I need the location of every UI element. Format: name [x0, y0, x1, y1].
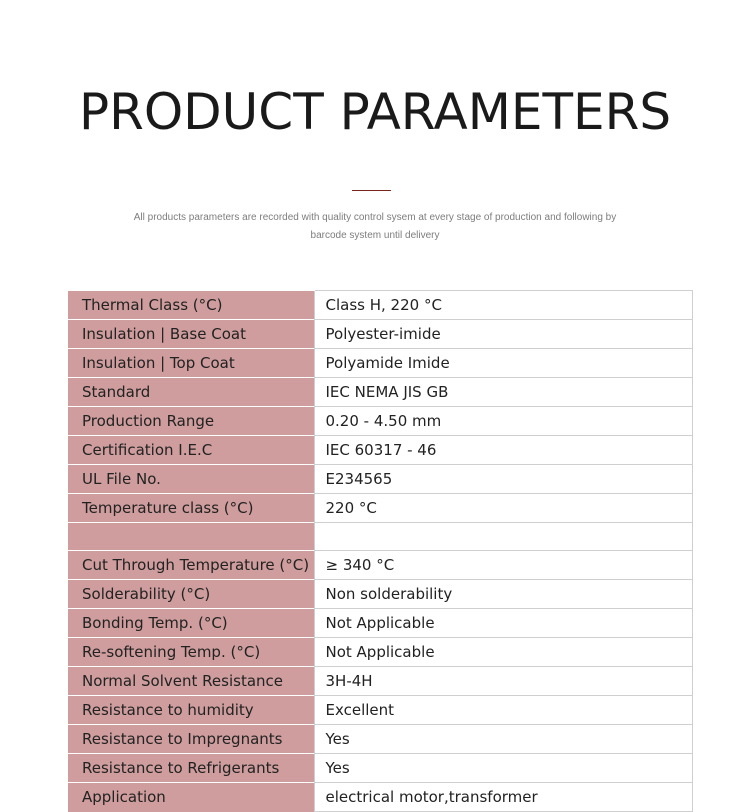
parameter-value: Polyamide Imide: [314, 349, 692, 378]
parameter-value: Not Applicable: [314, 638, 692, 667]
parameter-value: 220 °C: [314, 494, 692, 523]
table-row: [68, 436, 692, 465]
parameter-label: Re-softening Temp. (°C): [68, 638, 314, 667]
parameter-label: Insulation | Base Coat: [68, 320, 314, 349]
parameter-value: electrical motor,transformer: [314, 783, 692, 812]
table-row: [68, 667, 692, 696]
parameter-value: Non solderability: [314, 580, 692, 609]
parameter-value: Class H, 220 °C: [314, 291, 692, 320]
parameter-label: Normal Solvent Resistance: [68, 667, 314, 696]
page-subtitle: All products parameters are recorded with quality control sysem at every stage of production and following by barcode system until delivery: [133, 212, 617, 241]
table-row: [68, 494, 692, 523]
parameter-value: Not Applicable: [314, 609, 692, 638]
title-divider: [352, 190, 391, 191]
parameter-value: Excellent: [314, 696, 692, 725]
parameter-value: ≥ 340 °C: [314, 551, 692, 580]
table-row: [68, 696, 692, 725]
table-row: [68, 291, 692, 320]
parameter-label: [68, 523, 314, 551]
table-row: [68, 320, 692, 349]
parameter-value: Yes: [314, 754, 692, 783]
parameter-label: Certification I.E.C: [68, 436, 314, 465]
parameters-table-body: [68, 291, 692, 812]
parameter-value: Polyester-imide: [314, 320, 692, 349]
parameter-label: Resistance to Impregnants: [68, 725, 314, 754]
page-title: PRODUCT PARAMETERS: [78, 83, 672, 141]
parameter-value: Yes: [314, 725, 692, 754]
parameter-label: Resistance to humidity: [68, 696, 314, 725]
table-row: [68, 523, 692, 551]
parameter-value: IEC NEMA JIS GB: [314, 378, 692, 407]
table-row: [68, 783, 692, 812]
table-row: [68, 725, 692, 754]
table-row: [68, 609, 692, 638]
parameter-label: Insulation | Top Coat: [68, 349, 314, 378]
table-row: [68, 407, 692, 436]
parameter-label: Thermal Class (°C): [68, 291, 314, 320]
table-row: [68, 638, 692, 667]
parameter-label: Bonding Temp. (°C): [68, 609, 314, 638]
table-row: [68, 580, 692, 609]
parameter-value: E234565: [314, 465, 692, 494]
parameter-label: Production Range: [68, 407, 314, 436]
parameter-value: 0.20 - 4.50 mm: [314, 407, 692, 436]
parameter-value: 3H-4H: [314, 667, 692, 696]
parameter-label: Standard: [68, 378, 314, 407]
table-row: [68, 465, 692, 494]
table-row: [68, 754, 692, 783]
parameter-label: Application: [68, 783, 314, 812]
parameter-value: [314, 523, 692, 551]
table-row: [68, 349, 692, 378]
parameter-value: IEC 60317 - 46: [314, 436, 692, 465]
table-row: [68, 378, 692, 407]
parameter-label: Solderability (°C): [68, 580, 314, 609]
parameter-label: UL File No.: [68, 465, 314, 494]
parameter-label: Cut Through Temperature (°C): [68, 551, 314, 580]
parameter-label: Resistance to Refrigerants: [68, 754, 314, 783]
table-row: [68, 551, 692, 580]
parameters-table: [68, 290, 693, 812]
parameter-label: Temperature class (°C): [68, 494, 314, 523]
